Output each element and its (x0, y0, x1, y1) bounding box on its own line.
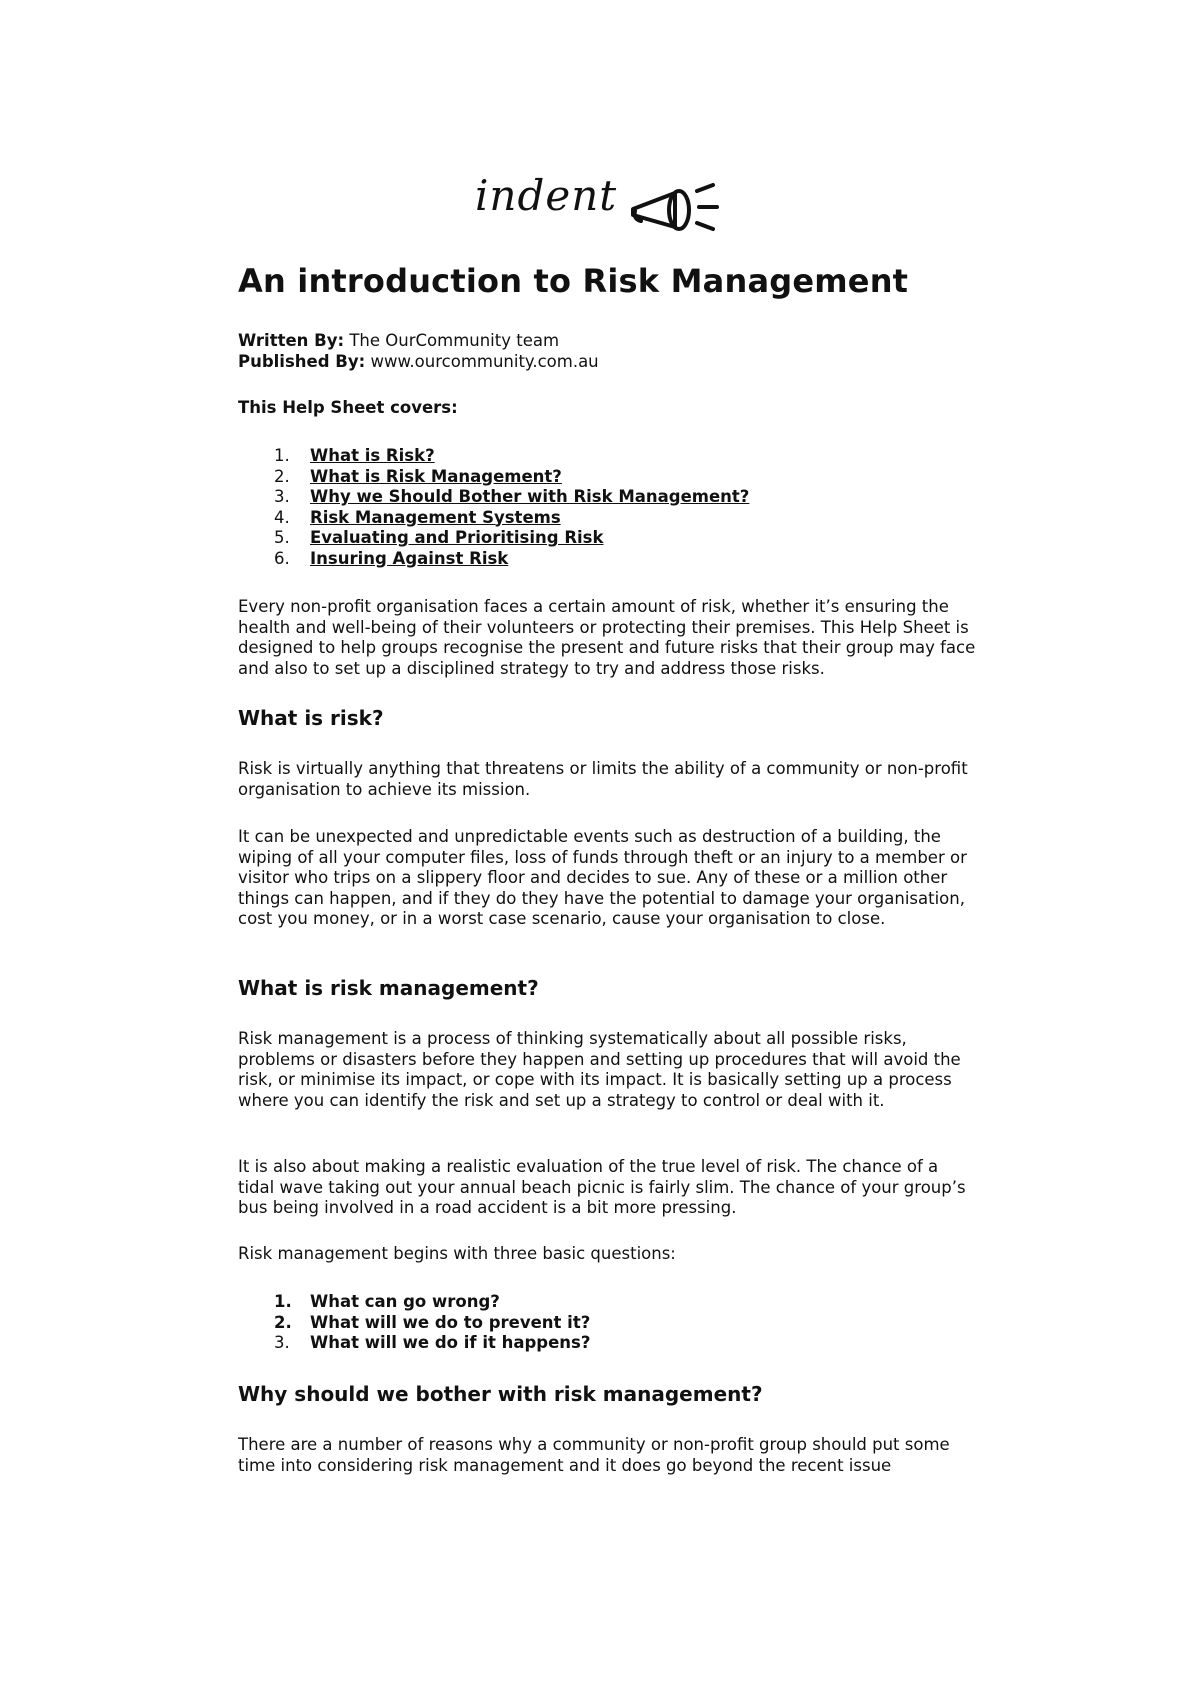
toc-item-number: 1. (274, 446, 290, 465)
toc-link-what-is-risk-management[interactable]: What is Risk Management? (310, 466, 562, 486)
written-by-value: The OurCommunity team (344, 331, 560, 350)
megaphone-icon (633, 185, 717, 229)
toc-link-insuring-against-risk[interactable]: Insuring Against Risk (310, 548, 509, 568)
section-paragraph: It is also about making a realistic evaluation of the true level of risk. The chance of a tidal wave taking out your annual beach picnic is fairly slim. The chance of your group’s bus being involved in a road accident is a bit more pressing. (238, 1157, 966, 1217)
list-item (238, 1333, 590, 1354)
published-by-value: www.ourcommunity.com.au (365, 352, 599, 371)
list-item (238, 1313, 590, 1334)
toc-item-number: 2. (274, 466, 290, 486)
document-meta (238, 330, 599, 372)
toc-item (238, 528, 749, 549)
toc-link-what-is-risk[interactable]: What is Risk? (310, 446, 435, 465)
section-paragraph: Risk management begins with three basic questions: (238, 1244, 676, 1263)
section-paragraph: Risk is virtually anything that threatens or limits the ability of a community or non-profit organisation to achieve its mission. (238, 759, 968, 799)
covers-label: This Help Sheet covers: (238, 398, 458, 417)
intro-paragraph: Every non-profit organisation faces a certain amount of risk, whether it’s ensuring the health and well-being of their volunteers or protecting their premises. This Help Sheet is designed to help groups recognise the present and future risks that their group may face and also to set up a disciplined strategy to try and address those risks. (238, 597, 976, 678)
toc-item-number: 5. (274, 528, 290, 547)
toc-link-why-bother[interactable]: Why we Should Bother with Risk Management? (310, 487, 750, 506)
list-item-number: 3. (274, 1333, 290, 1352)
section-heading-why-bother: Why should we bother with risk management? (238, 1382, 763, 1406)
indent-logo (475, 163, 735, 238)
toc-item-number: 6. (274, 548, 290, 568)
toc-item (238, 508, 749, 529)
section-heading-what-is-risk: What is risk? (238, 706, 384, 730)
toc-item (238, 467, 749, 488)
list-item (238, 1292, 590, 1313)
table-of-contents (238, 446, 749, 569)
section-paragraph: Risk management is a process of thinking systematically about all possible risks, problems or disasters before they happen and setting up procedures that will avoid the risk, or minimise its impact, or cope with its impact. It is basically setting up a process where you can identify the risk and set up a strategy to control or deal with it. (238, 1029, 961, 1110)
list-item-number: 2. (274, 1312, 292, 1332)
list-item-label: What will we do to prevent it? (310, 1312, 591, 1332)
written-by-line (238, 330, 599, 351)
toc-link-risk-management-systems[interactable]: Risk Management Systems (310, 507, 561, 527)
list-item-number: 1. (274, 1292, 292, 1311)
list-item-label: What will we do if it happens? (310, 1333, 591, 1352)
section-paragraph: It can be unexpected and unpredictable events such as destruction of a building, the wiping of all your computer files, loss of funds through theft or an injury to a member or visitor who trips on a slippery floor and decides to sue. Any of these or a million other things can happen, and if they do they have the potential to damage your organisation, cost you money, or in a worst case scenario, cause your organisation to close. (238, 827, 967, 928)
section-heading-what-is-risk-management: What is risk management? (238, 976, 539, 1000)
toc-item (238, 487, 749, 508)
published-by-label: Published By: (238, 352, 366, 371)
toc-link-evaluating-risk[interactable]: Evaluating and Prioritising Risk (310, 528, 604, 547)
published-by-line (238, 351, 599, 372)
basic-questions-list (238, 1292, 590, 1354)
list-item-label: What can go wrong? (310, 1292, 500, 1311)
page-title: An introduction to Risk Management (238, 262, 909, 300)
toc-item-number: 3. (274, 487, 290, 506)
toc-item (238, 549, 749, 570)
section-paragraph: There are a number of reasons why a community or non-profit group should put some time into considering risk management and it does go beyond the recent issue (238, 1435, 950, 1475)
toc-item-number: 4. (274, 507, 290, 527)
toc-item (238, 446, 749, 467)
logo-text: indent (475, 171, 618, 220)
written-by-label: Written By: (238, 331, 345, 350)
